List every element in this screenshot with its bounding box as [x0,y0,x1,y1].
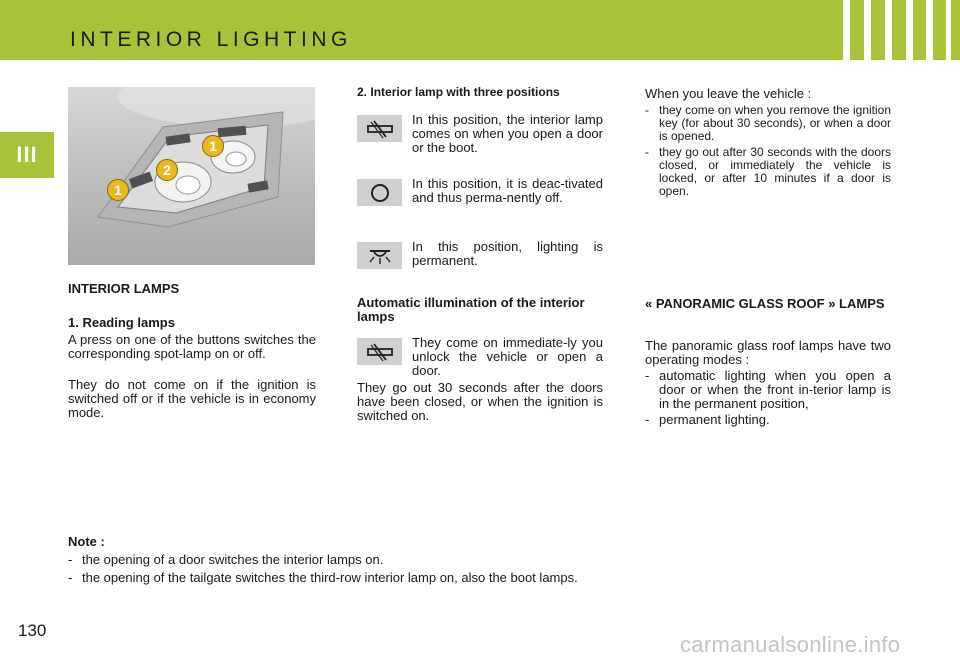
three-position-lamp-title: Interior lamp with three positions [370,85,560,99]
reading-lamps-paragraph-2: They do not come on if the ignition is switched off or if the vehicle is in economy mode. [68,377,316,420]
position-permanent-text: In this position, lighting is permanent. [412,239,603,268]
header-stripe [946,0,951,60]
badge-interior-lamp: 2 [156,159,178,181]
automatic-illumination-heading: Automatic illumination of the interior lamps [357,295,585,324]
circle-off-icon [369,182,391,204]
interior-lamp-photo [68,87,315,265]
automatic-icon-box [357,338,402,365]
header-stripe [843,0,850,60]
panoramic-roof-heading: « PANORAMIC GLASS ROOF » LAMPS [645,296,885,311]
header-stripe [906,0,913,60]
automatic-icon-text: They come on immediate-ly you unlock the vehicle or open a door. [412,335,603,378]
reading-lamps-paragraph-1: A press on one of the buttons switches the corresponding spot-lamp on or off. [68,332,316,361]
chapter-label: III [16,142,38,167]
three-position-lamp-heading [357,86,607,99]
position-off-text: In this position, it is deac-tivated and thus perma-nently off. [412,176,603,205]
badge-reading-lamp-right: 1 [202,135,224,157]
header-stripe [926,0,933,60]
leave-vehicle-intro: When you leave the vehicle : [645,86,812,101]
chapter-tab [0,132,54,178]
header-stripe [864,0,871,60]
note-heading: Note : [68,534,105,549]
watermark: carmanualsonline.info [680,632,901,657]
page-title: INTERIOR LIGHTING [70,28,352,51]
interior-lamps-heading: INTERIOR LAMPS [68,281,180,296]
list-item: - the opening of the tailgate switches the third-row interior lamp on, also the boot lamps. [68,571,768,585]
automatic-text: They go out 30 seconds after the doors have been closed, or when the ignition is switched on. [357,380,603,423]
header-stripe [885,0,892,60]
panoramic-roof-intro: The panoramic glass roof lamps have two operating modes : [645,338,891,367]
door-lamp-icon [365,342,395,362]
list-item: - permanent lighting. [645,413,891,427]
door-position-icon-box [357,115,402,142]
leave-vehicle-list [645,104,891,198]
lamp-illustration [68,87,315,265]
note-list [68,553,768,585]
off-position-icon-box [357,179,402,206]
badge-reading-lamp-left: 1 [107,179,129,201]
page-number: 130 [18,621,47,640]
list-item: - automatic lighting when you open a door or when the front in-terior lamp is in the permanent position, [645,369,891,411]
reading-lamps-heading: 1. Reading lamps [68,315,175,330]
list-item: - they come on when you remove the ignition key (for about 30 seconds), or when a door is opened. [645,104,891,143]
three-position-lamp-number: 2. [357,85,368,99]
panoramic-roof-list [645,369,891,427]
position-door-text: In this position, the interior lamp comes on when you open a door or the boot. [412,112,603,155]
permanent-position-icon-box [357,242,402,269]
list-item: - they go out after 30 seconds with the doors closed, or immediately the vehicle is locked, or after 10 minutes if a door is open. [645,146,891,198]
door-lamp-icon [365,119,395,139]
lamp-on-icon [365,246,395,266]
header-bar [0,0,960,60]
list-item: - the opening of a door switches the interior lamps on. [68,553,768,567]
